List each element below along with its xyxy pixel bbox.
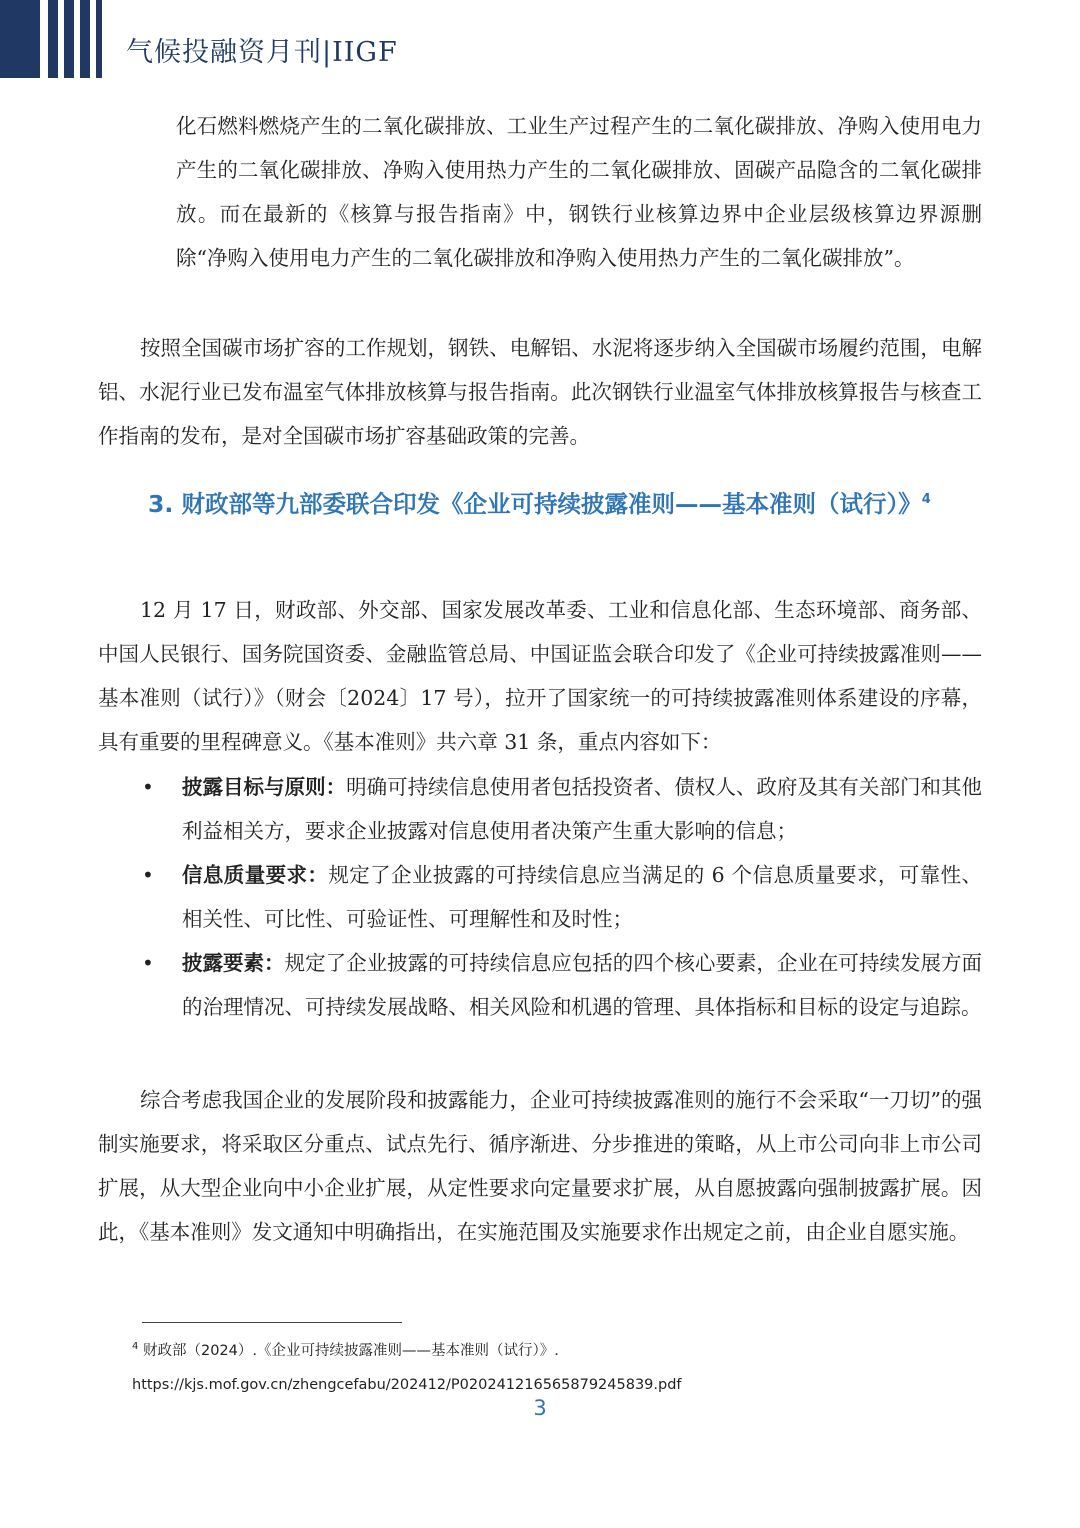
footnote-citation: 财政部（2024）.《企业可持续披露准则——基本准则（试行）》.: [138, 1342, 559, 1359]
header-decor-bar: [80, 0, 90, 78]
page-header: [0, 0, 1080, 90]
list-item-text: 规定了企业披露的可持续信息应当满足的 6 个信息质量要求，可靠性、相关性、可比性、可验证性、可理解性和及时性；: [182, 863, 982, 931]
header-decor-bar: [96, 0, 102, 78]
section-heading-text: 3. 财政部等九部委联合印发《企业可持续披露准则——基本准则（试行）》: [148, 489, 922, 518]
list-item-heading: 披露要素：: [182, 951, 285, 975]
list-item-text: 明确可持续信息使用者包括投资者、债权人、政府及其有关部门和其他利益相关方，要求企业披露对信息使用者决策产生重大影响的信息；: [182, 775, 983, 843]
list-item: [98, 765, 982, 853]
header-decor-bar: [48, 0, 58, 78]
standard-release-paragraph: 12 月 17 日，财政部、外交部、国家发展改革委、工业和信息化部、生态环境部、商务部、中国人民银行、国务院国资委、金融监管总局、中国证监会联合印发了《企业可持续披露准则——基本准则（试行）》（财会〔2024〕17 号），拉开了国家统一的可持续披露准则体系建设的序幕，具有重要的里程碑意义。《基本准则》共六章 31 条，重点内容如下：: [98, 598, 982, 754]
header-decor-bar: [0, 0, 40, 78]
list-item-heading: 信息质量要求：: [182, 863, 329, 887]
header-decor-bar: [64, 0, 74, 78]
list-item-heading: 披露目标与原则：: [182, 775, 347, 799]
footnote-divider: [142, 1322, 402, 1323]
publication-title: 气候投融资月刊|IIGF: [126, 37, 398, 68]
continued-paragraph: 化石燃料燃烧产生的二氧化碳排放、工业生产过程产生的二氧化碳排放、净购入使用电力产生的二氧化碳排放、净购入使用热力产生的二氧化碳排放、固碳产品隐含的二氧化碳排放。而在最新的《核算与报告指南》中，钢铁行业核算边界中企业层级核算边界源删除“净购入使用电力产生的二氧化碳排放和净购入使用热力产生的二氧化碳排放”。: [176, 114, 982, 270]
footnote-reference[interactable]: 4: [921, 492, 931, 507]
conclusion-paragraph: 综合考虑我国企业的发展阶段和披露能力，企业可持续披露准则的施行不会采取“一刀切”的强制实施要求，将采取区分重点、试点先行、循序渐进、分步推进的策略，从上市公司向非上市公司扩展，从大型企业向中小企业扩展，从定性要求向定量要求扩展，从自愿披露向强制披露扩展。因此，《基本准则》发文通知中明确指出，在实施范围及实施要求作出规定之前，由企业自愿实施。: [98, 1088, 982, 1244]
footnote-url[interactable]: https://kjs.mof.gov.cn/zhengcefabu/202412/P020241216565879245839.pdf: [132, 1376, 682, 1393]
list-item: [98, 941, 982, 1029]
list-item: [98, 853, 982, 941]
bullet-marker: •: [142, 775, 154, 799]
footnote: [132, 1330, 982, 1402]
page-number: 3: [533, 1396, 547, 1420]
list-item-text: 规定了企业披露的可持续信息应包括的四个核心要素，企业在可持续发展方面的治理情况、可持续发展战略、相关风险和机遇的管理、具体指标和目标的设定与追踪。: [182, 951, 983, 1019]
section-heading: [98, 472, 982, 532]
key-points-list: [98, 765, 982, 1029]
market-expansion-paragraph: 按照全国碳市场扩容的工作规划，钢铁、电解铝、水泥将逐步纳入全国碳市场履约范围，电解铝、水泥行业已发布温室气体排放核算与报告指南。此次钢铁行业温室气体排放核算报告与核查工作指南的发布，是对全国碳市场扩容基础政策的完善。: [98, 336, 982, 448]
bullet-marker: •: [142, 863, 154, 887]
footnote-marker: 4: [132, 1341, 139, 1352]
bullet-marker: •: [142, 951, 154, 975]
footnote-citation-line: [132, 1330, 982, 1368]
